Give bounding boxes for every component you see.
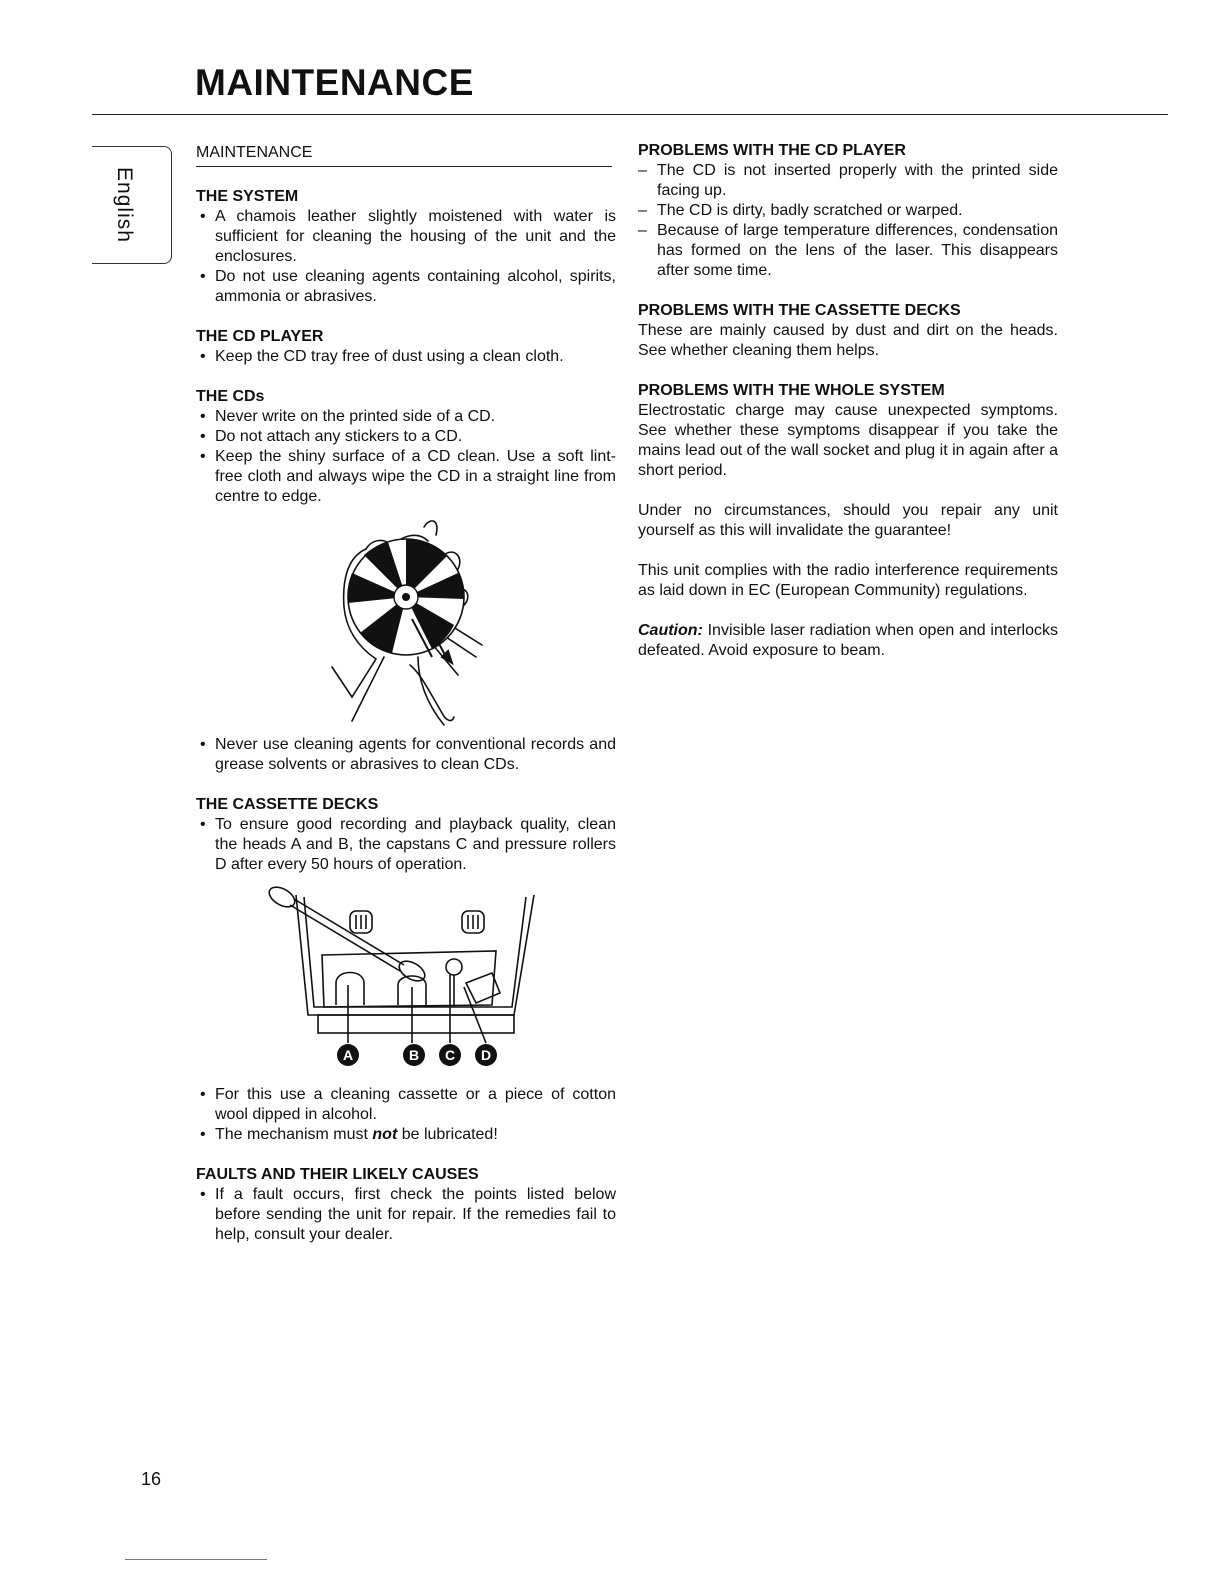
left-column <box>196 143 616 1245</box>
faults-heading: FAULTS AND THEIR LIKELY CAUSES <box>196 1166 479 1183</box>
cd-player-list <box>196 347 616 367</box>
title-divider <box>92 114 1168 115</box>
page-number: 16 <box>141 1469 162 1489</box>
list-item: • Do not attach any stickers to a CD. <box>196 427 616 447</box>
cassette-problems-heading: PROBLEMS WITH THE CASSETTE DECKS <box>638 302 961 319</box>
svg-text:B: B <box>408 1047 420 1063</box>
list-item: • If a fault occurs, first check the points listed below before sending the unit for repair. If the remedies fail to help, consult your dealer. <box>196 1185 616 1245</box>
cassette-extra-list <box>196 1085 616 1145</box>
system-problems-text: Electrostatic charge may cause unexpected symptoms. See whether these symptoms disappear if you take the mains lead out of the wall socket and plug it in again after a short period. <box>638 402 1058 479</box>
language-tab <box>92 146 172 264</box>
cd-problems-list <box>638 161 1058 281</box>
caution-label: Caution: <box>638 622 703 639</box>
cassette-heading: THE CASSETTE DECKS <box>196 796 379 813</box>
list-item: • A chamois leather slightly moistened with water is sufficient for cleaning the housing of the unit and the enclosures. <box>196 207 616 267</box>
faults-list <box>196 1185 616 1245</box>
list-item: • Do not use cleaning agents containing alcohol, spirits, ammonia or abrasives. <box>196 267 616 307</box>
list-item: – The CD is dirty, badly scratched or warped. <box>638 201 1058 221</box>
compliance-note: This unit complies with the radio interference requirements as laid down in EC (European Community) regulations. <box>638 562 1058 599</box>
callout-b <box>403 1044 425 1066</box>
list-item: – Because of large temperature differences, condensation has formed on the lens of the laser. This disappears after some time. <box>638 221 1058 281</box>
callout-a <box>337 1044 359 1066</box>
system-problems-heading: PROBLEMS WITH THE WHOLE SYSTEM <box>638 382 945 399</box>
cds-extra-list <box>196 735 616 775</box>
callout-d <box>475 1044 497 1066</box>
list-item: • Never use cleaning agents for conventional records and grease solvents or abrasives to clean CDs. <box>196 735 616 775</box>
list-item: • Keep the CD tray free of dust using a clean cloth. <box>196 347 616 367</box>
list-item: • Never write on the printed side of a CD. <box>196 407 616 427</box>
list-item: • Keep the shiny surface of a CD clean. Use a soft lint-free cloth and always wipe the CD in a straight line from centre to edge. <box>196 447 616 507</box>
lubricate-text-post: be lubricated! <box>397 1126 498 1143</box>
bottom-divider <box>125 1559 267 1560</box>
cds-heading: THE CDs <box>196 388 265 405</box>
svg-text:D: D <box>480 1047 492 1063</box>
lubricate-text-pre: The mechanism must <box>215 1126 373 1143</box>
page-title: MAINTENANCE <box>195 62 474 103</box>
list-item: • For this use a cleaning cassette or a piece of cotton wool dipped in alcohol. <box>196 1085 616 1125</box>
svg-text:C: C <box>444 1047 456 1063</box>
cassette-problems-text: These are mainly caused by dust and dirt on the heads. See whether cleaning them helps. <box>638 322 1058 359</box>
list-item <box>196 1125 616 1145</box>
cds-list <box>196 407 616 507</box>
system-list <box>196 207 616 307</box>
caution-text: Invisible laser radiation when open and interlocks defeated. Avoid exposure to beam. <box>638 622 1058 659</box>
repair-warning: Under no circumstances, should you repair any unit yourself as this will invalidate the guarantee! <box>638 502 1058 539</box>
caution-note <box>638 621 1058 661</box>
cassette-list <box>196 815 616 875</box>
system-heading: THE SYSTEM <box>196 188 299 205</box>
cd-problems-heading: PROBLEMS WITH THE CD PLAYER <box>638 142 906 159</box>
section-heading: MAINTENANCE <box>196 143 612 167</box>
cassette-deck-illustration <box>196 875 616 1085</box>
list-item: • To ensure good recording and playback quality, clean the heads A and B, the capstans C and pressure rollers D after every 50 hours of operation. <box>196 815 616 875</box>
right-column <box>638 141 1058 661</box>
cd-player-heading: THE CD PLAYER <box>196 328 324 345</box>
lubricate-emphasis: not <box>372 1126 398 1143</box>
cd-cleaning-illustration <box>196 507 616 735</box>
svg-text:A: A <box>342 1047 354 1063</box>
list-item: – The CD is not inserted properly with the printed side facing up. <box>638 161 1058 201</box>
language-tab-label: English <box>113 167 136 243</box>
callout-c <box>439 1044 461 1066</box>
